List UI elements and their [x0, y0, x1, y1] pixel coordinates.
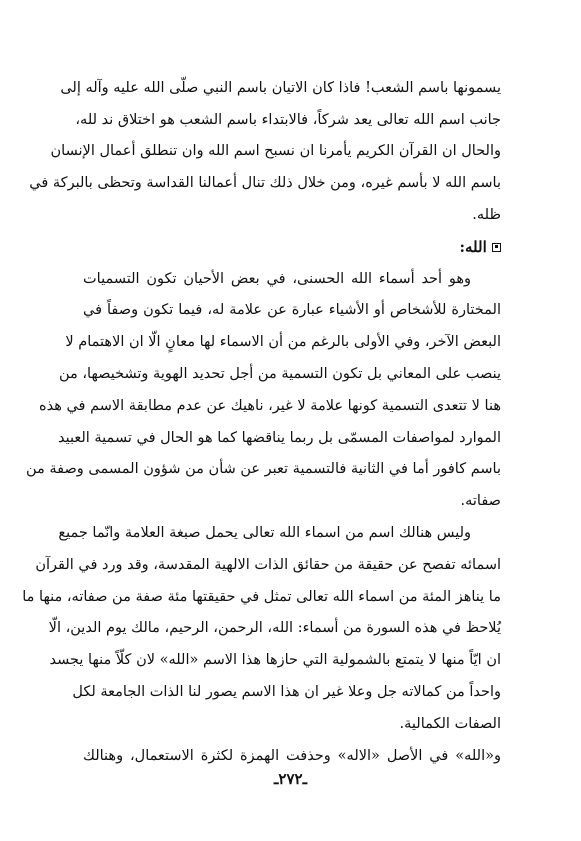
line-text: يُلاحظ في هذه السورة من أسماء: الله، الرحمن، الرحيم، مالك يوم الدين، الّا — [48, 620, 501, 637]
text-line — [83, 740, 501, 772]
text-line — [72, 676, 501, 708]
section-heading — [83, 231, 501, 263]
page-body — [22, 72, 501, 772]
text-line — [58, 422, 501, 454]
line-text: يسمونها باسم الشعب! فاذا كان الاتيان باسم النبي صلّى الله عليه وآله إلى — [60, 79, 501, 96]
text-line — [83, 295, 501, 327]
line-text: جانب اسم الله تعالى يعد شركاً، فالابتداء باسم الشعب هو اختلاق ند لله، — [75, 111, 501, 128]
heading-row — [83, 239, 501, 255]
line-text: البعض الآخر، وفي الأولى بالرغم من أن الاسماء لها معانٍ الّا ان الاهتمام لا — [65, 334, 501, 351]
text-line — [65, 326, 501, 358]
line-text: المختارة للأشخاص أو الأشياء عبارة عن علامة له، فيما تكون وصفاً في — [83, 302, 501, 319]
line-text: ما يناهز المئة من اسماء الله تعالى تمثل في حقيقتها مئة صفة من صفاته، منها ما — [22, 588, 501, 605]
text-line — [50, 136, 501, 168]
text-line — [83, 708, 501, 740]
line-text: الموارد لمواصفات المسمّى بل ربما يناقضها كما هو الحال في تسمية العبيد — [58, 429, 501, 446]
text-line — [35, 549, 501, 581]
line-text: و«الله» في الأصل «الاله» وحذفت الهمزة لكثرة الاستعمال، وهنالك — [83, 747, 501, 764]
line-text: ينصب على المعاني بل تكون التسمية من أجل تحديد الهوية وتشخيصها، من — [58, 366, 501, 383]
text-line — [83, 263, 501, 295]
line-text: ظله. — [472, 207, 501, 224]
text-line — [29, 167, 501, 199]
square-bullet-icon — [492, 243, 501, 252]
line-text: وهو أحد أسماء الله الحسنى، في بعض الأحيان تكون التسميات — [83, 270, 471, 287]
line-text: الصفات الكمالية. — [399, 715, 501, 732]
line-text: واحداً من كمالاته جل وعلا غير ان هذا الاسم يصور لنا الذات الجامعة لكل — [72, 684, 501, 701]
text-line — [25, 454, 501, 486]
heading-text: الله: — [459, 237, 487, 256]
text-line — [83, 485, 501, 517]
line-text: صفاته. — [460, 493, 501, 510]
line-text: ان ايّاً منها لا يتمتع بالشمولية التي حازها هذا الاسم «الله» لان كلّاً منها يجسد — [49, 652, 501, 669]
line-text: باسم كافور أما في الثانية فالتسمية تعبر عن شأن من شؤون المسمى وصفة من — [25, 461, 501, 478]
text-line — [58, 517, 501, 549]
text-line — [60, 72, 501, 104]
page-number: ـ٢٧٢ـ — [274, 770, 307, 788]
text-line — [39, 390, 501, 422]
text-line — [22, 581, 501, 613]
line-text: هنا لا تتعدى التسمية كونها علامة لا غير، ناهيك عن عدم مطابقة الاسم في هذه — [39, 397, 501, 414]
text-line — [83, 199, 501, 231]
text-line — [48, 613, 501, 645]
text-line — [75, 104, 501, 136]
line-text: والحال ان القرآن الكريم يأمرنا ان نسبح اسم الله وان تنطلق أعمال الإنسان — [50, 143, 501, 160]
line-text: وليس هنالك اسم من اسماء الله تعالى يحمل صبغة العلامة وانّما جميع — [58, 525, 471, 542]
line-text: اسمائه تفصح عن حقيقة من حقائق الذات الالهية المقدسة، وقد ورد في القرآن — [35, 556, 501, 573]
text-line — [58, 358, 501, 390]
text-line — [49, 644, 501, 676]
line-text: باسم الله لا بأسم غيره، ومن خلال ذلك تنال أعمالنا القداسة وتحظى بالبركة في — [29, 175, 501, 192]
